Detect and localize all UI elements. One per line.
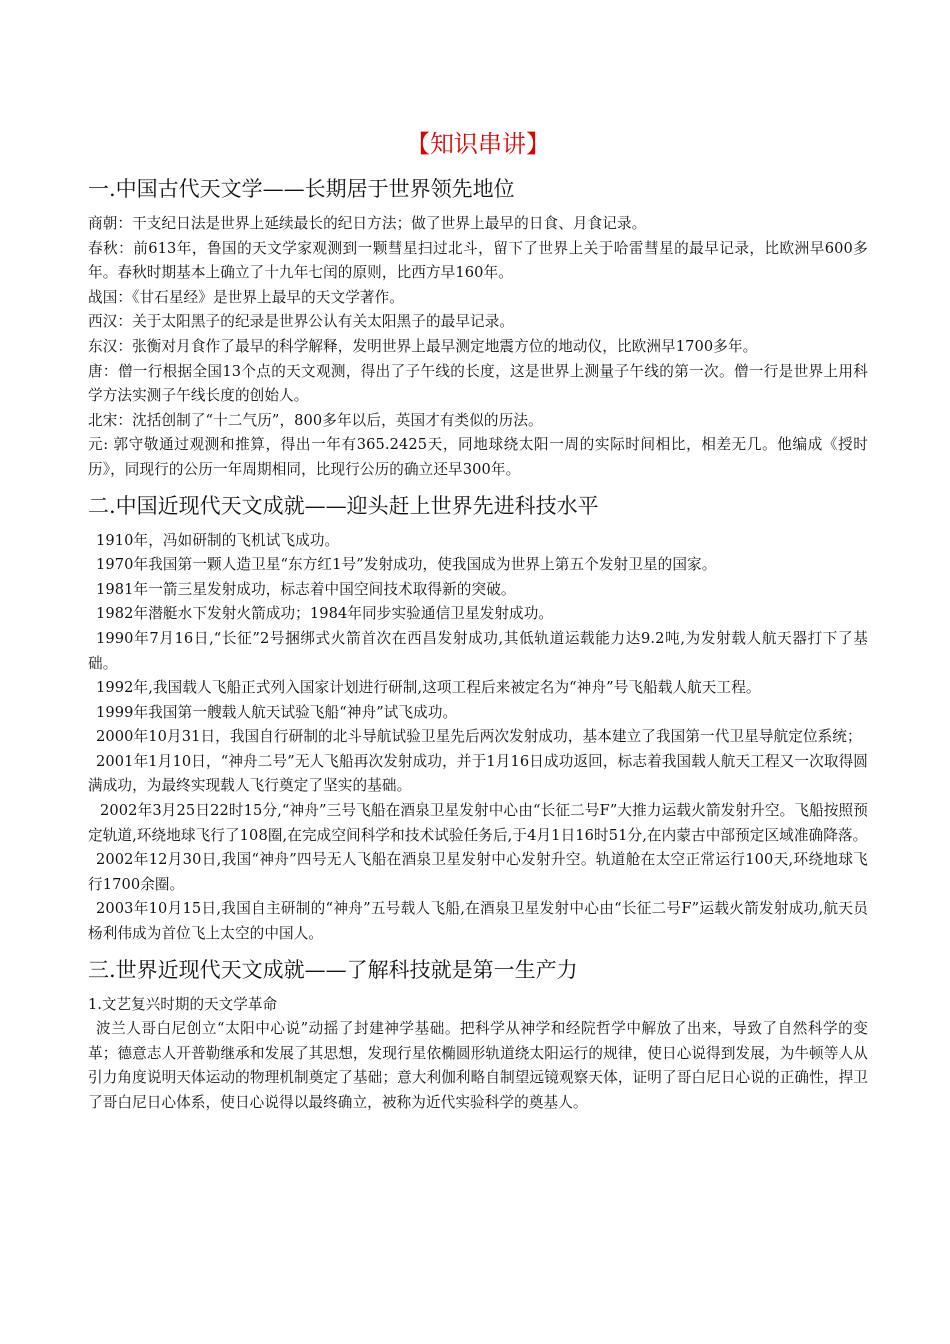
paragraph: 1990年7月16日,“长征”2号捆绑式火箭首次在西昌发射成功,其低轨道运载能力达9.2吨,为发射载人航天器打下了基础。 (88, 629, 868, 672)
paragraph: 1910年，冯如研制的飞机试飞成功。 (96, 531, 340, 549)
section-modern-china-astronomy (88, 491, 868, 947)
paragraph: 西汉：关于太阳黑子的纪录是世界公认有关太阳黑子的最早记录。 (88, 313, 515, 331)
subsection-heading: 1.文艺复兴时期的天文学革命 (88, 995, 278, 1013)
paragraph: 北宋：沈括创制了“十二气历”，800多年以后，英国才有类似的历法。 (88, 411, 543, 429)
paragraph: 2000年10月31日，我国自行研制的北斗导航试验卫星先后两次发射成功，基本建立了我国第一代卫星导航定位系统； (96, 728, 862, 746)
section-heading: 一.中国古代天文学——长期居于世界领先地位 (88, 177, 515, 201)
document-title: 【知识串讲】 (406, 130, 550, 158)
paragraph: 唐：僧一行根据全国13个点的天文观测，得出了子午线的长度，这是世界上测量子午线的第一次。僧一行是世界上用科学方法实测子午线长度的创始人。 (88, 362, 868, 405)
paragraph: 1982年潜艇水下发射火箭成功；1984年同步实验通信卫星发射成功。 (96, 605, 554, 623)
section-heading: 三.世界近现代天文成就——了解科技就是第一生产力 (88, 957, 578, 982)
paragraph: 1999年我国第一艘载人航天试验飞船“神舟”试飞成功。 (96, 703, 458, 721)
paragraph: 波兰人哥白尼创立“太阳中心说”动摇了封建神学基础。把科学从神学和经院哲学中解放了出来，导致了自然科学的变革；德意志人开普勒继承和发展了其思想，发现行星依椭圆形轨道绕太阳运行的规律，使日心说得到发展，为牛顿等人从引力角度说明天体运动的物理机制奠定了基础；意大利伽利略自制望远镜观察天体，证明了哥白尼日心说的正确性，捍卫了哥白尼日心体系，使日心说得以最终确立，被称为近代实验科学的奠基人。 (88, 1020, 868, 1111)
paragraph: 东汉：张衡对月食作了最早的科学解释，发明世界上最早测定地震方位的地动仪，比欧洲早1700多年。 (88, 337, 758, 355)
document-page (88, 128, 868, 1116)
section-world-astronomy (88, 955, 868, 1116)
paragraph: 1992年,我国载人飞船正式列入国家计划进行研制,这项工程后来被定名为“神舟”号飞船载人航天工程。 (96, 679, 761, 697)
paragraph: 2002年3月25日22时15分,“神舟”三号飞船在酒泉卫星发射中心由“长征二号F”大推力运载火箭发射升空。飞船按照预定轨道,环绕地球飞行了108圈,在完成空间科学和技术试验任务后,于4月1日16时51分,在内蒙古中部预定区域准确降落。 (88, 802, 868, 844)
paragraph: 战国：《甘石星经》是世界上最早的天文学著作。 (88, 288, 404, 306)
section-heading: 二.中国近现代天文成就——迎头赶上世界先进科技水平 (88, 493, 599, 518)
paragraph: 2003年10月15日,我国自主研制的“神舟”五号载人飞船,在酒泉卫星发射中心由“长征二号F”运载火箭发射成功,航天员杨利伟成为首位飞上太空的中国人。 (88, 900, 868, 943)
paragraph: 春秋：前613年，鲁国的天文学家观测到一颗彗星扫过北斗，留下了世界上关于哈雷彗星的最早记录，比欧洲早600多年。春秋时期基本上确立了十九年七闰的原则，比西方早160年。 (88, 239, 868, 282)
paragraph: 2001年1月10日，“神舟二号”无人飞船再次发射成功，并于1月16日成功返回，标志着我国载人航天工程又一次取得圆满成功，为最终实现载人飞行奠定了坚实的基础。 (88, 752, 868, 795)
paragraph: 商朝：干支纪日法是世界上延续最长的纪日方法；做了世界上最早的日食、月食记录。 (88, 215, 647, 232)
paragraph: 元: 郭守敬通过观测和推算，得出一年有365.2425天，同地球绕太阳一周的实际时间相比，相差无几。他编成《授时历》，同现行的公历一年周期相同，比现行公历的确立还早300年。 (88, 436, 868, 478)
paragraph: 1981年一箭三星发射成功，标志着中国空间技术取得新的突破。 (96, 580, 516, 598)
section-ancient-astronomy (88, 174, 868, 483)
paragraph: 1970年我国第一颗人造卫星“东方红1号”发射成功，使我国成为世界上第五个发射卫星的国家。 (96, 556, 717, 574)
paragraph: 2002年12月30日,我国“神舟”四号无人飞船在酒泉卫星发射中心发射升空。轨道舱在太空正常运行100天,环绕地球飞行1700余圈。 (88, 851, 868, 893)
